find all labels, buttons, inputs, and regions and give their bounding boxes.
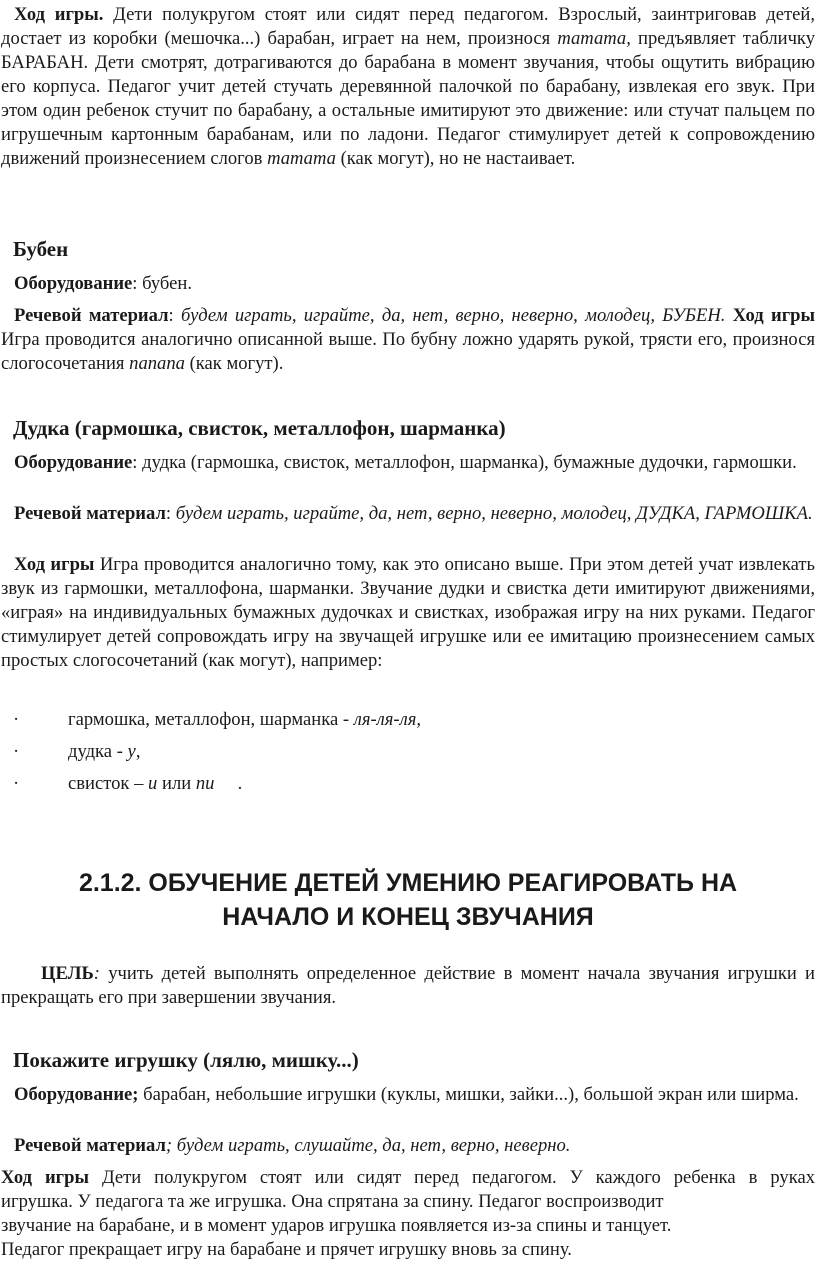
intro-syllables: татата, <box>557 28 631 49</box>
goal-paragraph: ЦЕЛЬ: учить детей выполнять определенное действие в момент начала звучания игрушки и прекращать его при завершении звучания. <box>1 963 815 1008</box>
section-title-dudka: Дудка (гармошка, свисток, металлофон, шарманка) <box>13 416 506 440</box>
dudka-game-flow <box>1 553 815 673</box>
equipment-text: : дудка (гармошка, свисток, металлофон, шарманка), бумажные дудочки, гармошки. <box>132 452 797 473</box>
speech-label: Речевой материал <box>14 503 166 524</box>
equipment-label: Оборудование <box>14 273 133 294</box>
speech-label: Речевой материал <box>14 305 169 326</box>
game-text: Игра проводится аналогично тому, как это описано выше. При этом детей учат извлекать звук из гармошки, металлофона, шарманки. Звучание дудки и свистка дети имитируют движениями, «играя» на индивидуальных бумажных дудочках и свистках, изображая игру на них руками. Педагог стимулирует детей сопровождать игру на звучащей игрушке или ее имитацию произнесением самых простых слогосочетаний (как могут), например: <box>1 554 815 671</box>
game-text: (как могут). <box>184 353 284 374</box>
intro-syllables: татата <box>267 148 336 169</box>
intro-text: предъявляет табличку БАРАБАН. Дети смотрят, дотрагиваются до барабана в момент звучания, чтобы ощутить вибрацию его корпуса. Педагог учит детей стучать деревянной палочкой по барабану, извлекая его звук. При этом один ребенок стучит по барабану, а остальные имитируют это движение: или стучат пальцем по игрушечным картонным барабанам, или по ладони. Педагог стимулирует детей к сопровождению движений произнесением слогов <box>1 28 815 169</box>
document-page: Ход игры. Дети полукругом стоят или сидят перед педагогом. Взрослый, заинтриговав детей, достает из коробки (мешочка...) барабан, играет на нем, произнося татата, предъявляет табличку БАРАБАН. Дети смотрят, дотрагиваются до барабана в момент звучания, чтобы ощутить вибрацию его корпуса. Педагог учит детей стучать деревянной палочкой по барабану, извлекая его звук. При этом один ребенок стучит по барабану, а остальные имитируют это движение: или стучат пальцем по игрушечным картонным барабанам, или по ладони. Педагог стимулирует детей к сопровождению движений произнесением слогов татата (как могут), но не настаивает. Бубен Оборудование: бубен. Речевой материал: будем играть, играйте, да, нет, верно, неверно, молодец, БУБЕН. Ход игры Игра проводится аналогично описанной выше. По бубну ложно ударять рукой, трясти его, произнося слогосочетания папапа (как могут). Дудка (гармошка, свисток, металлофон, шарманка) Оборудование: дудка (гармошка, свисток, металлофон, шарманка), бумажные дудочки, гармошки. Речевой материал: будем играть, играйте, да, нет, верно, неверно, молодец, ДУДКА, ГАРМОШКА. Ход игры Игра проводится аналогично тому, как это описано выше. При этом детей учат извлекать звук из гармошки, металлофона, шарманки. Звучание дудки и свистка дети имитируют движениями, «играя» на индивидуальных бумажных дудочках и свистках, изображая игру на них руками. Педагог стимулирует детей сопровождать игру на звучащей игрушке или ее имитацию произнесением самых простых слогосочетаний (как могут), например: · гармошка, металлофон, шарманка - ля-ля-ля, · дудка - у, · свисток – и или пи . 2.1.2. ОБУЧЕНИЕ ДЕТЕЙ УМЕНИЮ РЕАГИРОВАТЬ НА НАЧАЛО И КОНЕЦ ЗВУЧАНИЯ ЦЕЛЬ: учить детей выполнять определенное действие в момент начала звучания игрушки и прекращать его при завершении звучания. Покажите игрушку (лялю, мишку...) Оборудование; барабан, небольшие игрушки (куклы, мишки, зайки...), большой экран или ширма. Речевой материал; будем играть, слушайте, да, нет, верно, неверно. Ход игры Дети полукругом стоят или сидят перед педагогом. У каждого ребенка в руках игрушка. У педагога та же игрушка. Она спрятана за спину. Педагог воспроизводит звучание на барабане, и в момент ударов игрушка появляется из-за спины и танцует. Педагог прекращает игру на барабане и прячет игрушку вновь за спину. <box>1 4 816 1260</box>
goal-label: ЦЕЛЬ <box>41 963 94 984</box>
buben-equipment <box>1 272 815 296</box>
dudka-equipment <box>1 451 815 475</box>
game-flow-label: Ход игры <box>14 554 95 575</box>
equipment-text: : бубен. <box>132 273 192 294</box>
intro-text: Дети полукругом стоят или сидят перед педагогом. Взрослый, заинтриговав детей, достает из коробки (мешочка...) барабан, играет на нем, произнося <box>1 4 815 49</box>
game-text: звучание на барабане, и в момент ударов игрушка появляется из-за спины и танцует. <box>1 1215 672 1236</box>
intro-text: (как могут), но не настаивает. <box>335 148 576 169</box>
equipment-label: Оборудование <box>14 452 133 473</box>
section-title-buben: Бубен <box>13 237 69 261</box>
equipment-text: барабан, небольшие игрушки (куклы, мишки, зайки...), большой экран или ширма. <box>138 1084 799 1105</box>
game-text: Педагог прекращает игру на барабане и прячет игрушку вновь за спину. <box>1 1239 572 1260</box>
game-flow-label: Ход игры. <box>14 4 104 25</box>
game-text: Игра проводится аналогично описанной выше. По бубну ложно ударять рукой, трясти его, произнося слогосочетания <box>1 329 815 374</box>
toy-game-flow <box>1 1166 815 1262</box>
game-syllables: папапа <box>129 353 185 374</box>
game-flow-label: Ход игры <box>732 305 815 326</box>
chapter-heading <box>0 866 816 934</box>
section-title-show-toy: Покажите игрушку (лялю, мишку...) <box>13 1048 359 1072</box>
speech-text: будем играть, слушайте, да, нет, верно, неверно. <box>176 1135 571 1156</box>
toy-speech: Речевой материал; будем играть, слушайте, да, нет, верно, неверно. <box>14 1135 571 1156</box>
buben-speech-and-game: Речевой материал: будем играть, играйте, да, нет, верно, неверно, молодец, БУБЕН. Ход игры Игра проводится аналогично описанной выше. По бубну ложно ударять рукой, трясти его, произнося слогосочетания папапа (как могут). <box>1 305 815 374</box>
game-flow-label: Ход игры <box>1 1167 89 1188</box>
toy-equipment <box>1 1083 815 1107</box>
goal-text: учить детей выполнять определенное действие в момент начала звучания игрушки и прекращать его при завершении звучания. <box>1 963 815 1008</box>
game-text: игрушка. У педагога та же игрушка. Она спрятана за спину. Педагог воспроизводит <box>1 1191 664 1212</box>
game-text: Дети полукругом стоят или сидят перед педагогом. У каждого ребенка в руках <box>89 1167 816 1188</box>
equipment-label: Оборудование; <box>14 1084 139 1105</box>
chapter-heading-line1: 2.1.2. ОБУЧЕНИЕ ДЕТЕЙ УМЕНИЮ РЕАГИРОВАТЬ НА <box>78 869 738 897</box>
chapter-heading-line2: НАЧАЛО И КОНЕЦ ЗВУЧАНИЯ <box>222 903 594 931</box>
bullet: · <box>13 709 20 730</box>
speech-text: будем играть, играйте, да, нет, верно, неверно, молодец, ДУДКА, ГАРМОШКА. <box>175 503 813 524</box>
bullet: · <box>13 773 20 794</box>
intro-paragraph <box>1 3 815 171</box>
dudka-speech: Речевой материал: будем играть, играйте, да, нет, верно, неверно, молодец, ДУДКА, ГАРМОШКА. <box>14 503 813 524</box>
speech-text: будем играть, играйте, да, нет, верно, неверно, молодец, БУБЕН. <box>180 305 726 326</box>
bullet: · <box>13 741 20 762</box>
speech-label: Речевой материал <box>14 1135 166 1156</box>
